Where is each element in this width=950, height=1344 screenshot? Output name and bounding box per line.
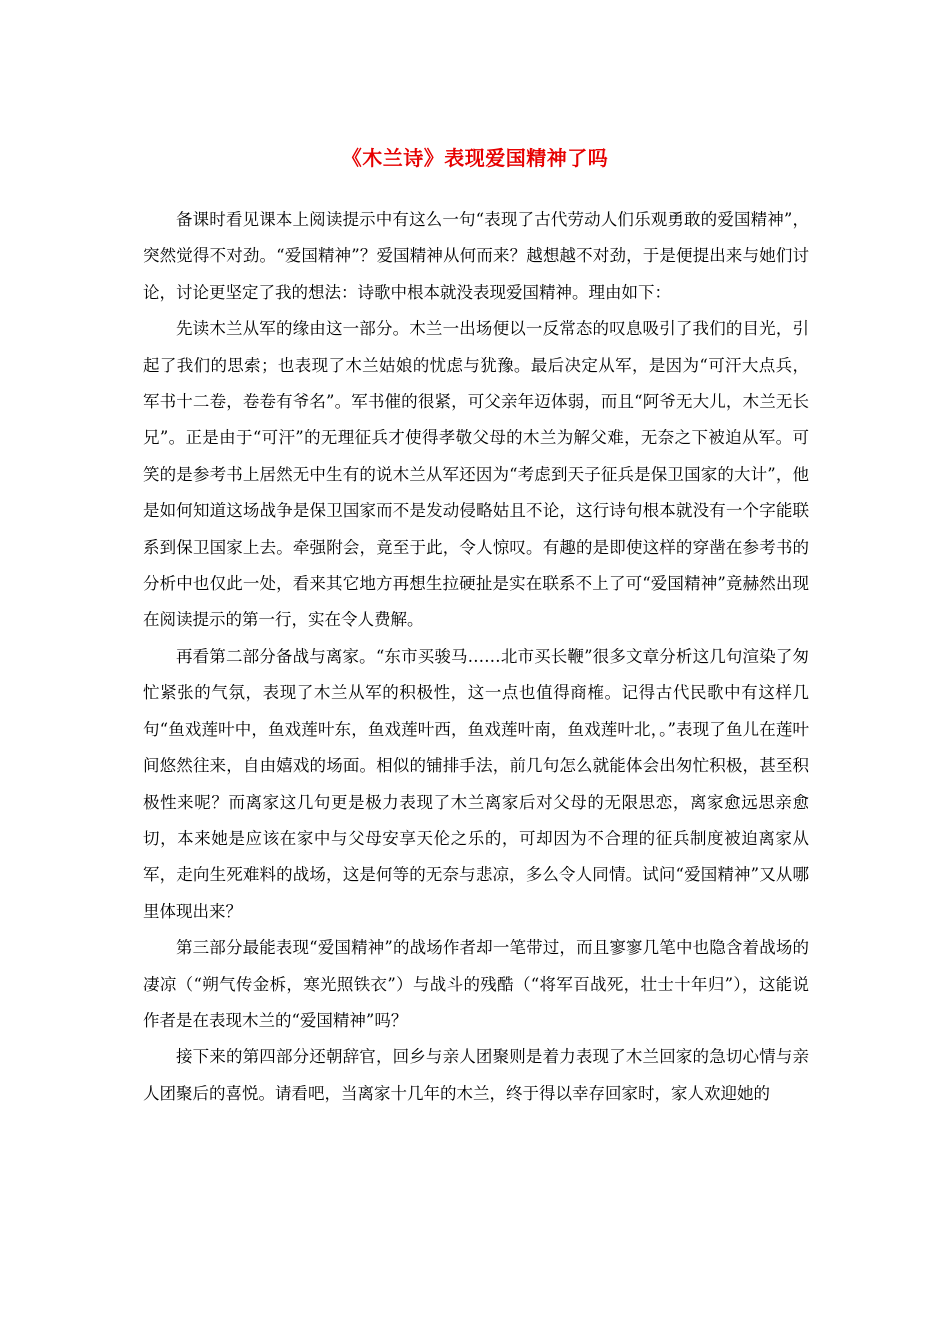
paragraph-2: 先读木兰从军的缘由这一部分。木兰一出场便以一反常态的叹息吸引了我们的目光，引起了我们的思索；也表现了木兰姑娘的忧虑与犹豫。最后决定从军，是因为“可汗大点兵，军书十二卷，卷卷有爷名”。军书催的很紧，可父亲年迈体弱，而且“阿爷无大儿，木兰无长兄”。正是由于“可汗”的无理征兵才使得孝敬父母的木兰为解父难，无奈之下被迫从军。可笑的是参考书上居然无中生有的说木兰从军还因为“考虑到天子征兵是保卫国家的大计”，他是如何知道这场战争是保卫国家而不是发动侵略姑且不论，这行诗句根本就没有一个字能联系到保卫国家上去。牵强附会，竟至于此，令人惊叹。有趣的是即使这样的穿凿在参考书的分析中也仅此一处，看来其它地方再想生拉硬扯是实在联系不上了可“爱国精神”竟赫然出现在阅读提示的第一行，实在令人费解。 bbox=[143, 319, 809, 630]
paragraph-5: 接下来的第四部分还朝辞官，回乡与亲人团聚则是着力表现了木兰回家的急切心情与亲人团聚后的喜悦。请看吧，当离家十几年的木兰，终于得以幸存回家时，家人欢迎她的 bbox=[143, 1047, 809, 1103]
document-body bbox=[143, 202, 809, 1112]
paragraph-3: 再看第二部分备战与离家。“东市买骏马……北市买长鞭”很多文章分析这几句渲染了匆忙紧张的气氛，表现了木兰从军的积极性，这一点也值得商榷。记得古代民歌中有这样几句“鱼戏莲叶中，鱼戏莲叶东，鱼戏莲叶西，鱼戏莲叶南，鱼戏莲叶北，。”表现了鱼儿在莲叶间悠然往来，自由嬉戏的场面。相似的铺排手法，前几句怎么就能体会出匆忙积极，甚至积极性来呢？而离家这几句更是极力表现了木兰离家后对父母的无限思恋，离家愈远思亲愈切，本来她是应该在家中与父母安享天伦之乐的，可却因为不合理的征兵制度被迫离家从军，走向生死难料的战场，这是何等的无奈与悲凉，多么令人同情。试问“爱国精神”又从哪里体现出来？ bbox=[143, 646, 809, 921]
paragraph-4: 第三部分最能表现“爱国精神”的战场作者却一笔带过，而且寥寥几笔中也隐含着战场的凄凉（“朔气传金柝，寒光照铁衣”）与战斗的残酷（“将军百战死，壮士十年归”），这能说作者是在表现木兰的“爱国精神”吗？ bbox=[143, 938, 809, 1030]
paragraph-1: 备课时看见课本上阅读提示中有这么一句“表现了古代劳动人们乐观勇敢的爱国精神”，突然觉得不对劲。“爱国精神”？爱国精神从何而来？越想越不对劲，于是便提出来与她们讨论，讨论更坚定了我的想法：诗歌中根本就没表现爱国精神。理由如下： bbox=[143, 210, 809, 302]
document-title: 《木兰诗》表现爱国精神了吗 bbox=[341, 146, 609, 170]
